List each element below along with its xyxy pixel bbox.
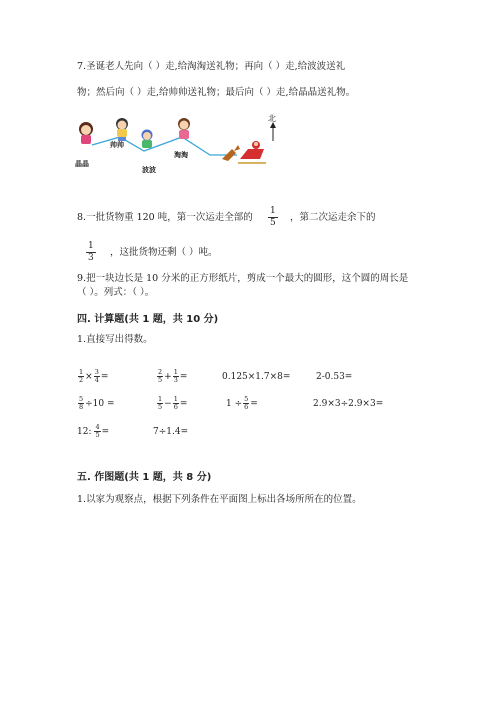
section4-q1: 1.直接写出得数。 [77,334,153,345]
q8-fraction-one-third [86,241,96,264]
fraction: $\frac{4}{5}$ [95,423,100,439]
santa-sleigh-icon [222,141,266,163]
frac-num: 1 [88,241,94,251]
section5-title: 五. 作图题(共 1 题，共 8 分) [77,472,212,483]
q9-line1: 9.把一块边长是 10 分米的正方形纸片，剪成一个最大的圆形，这个圆的周长是 [77,273,409,284]
north-arrow-icon [270,122,276,141]
calc-item-r2c2: $\frac{1}{5}$ − $\frac{1}{6}$ = [158,395,188,411]
calc-item-r3c1: 12: $\frac{4}{5}$ = [77,423,110,439]
frac-den: 3 [88,253,94,263]
q9-line2: （ ）。列式：（ ）。 [77,287,155,298]
fraction: $\frac{1}{6}$ [173,395,178,411]
kid-jingjing-icon [79,122,93,144]
kid-bobo-icon [142,130,153,149]
label-taotao: 淘淘 [174,150,188,159]
direction-figure [72,115,282,177]
label-bobo: 波波 [142,165,156,174]
calc-item-r1c2: $\frac{2}{5}$ + $\frac{1}{3}$ = [158,368,188,384]
kid-taotao-icon [178,118,190,139]
frac-den: 5 [270,218,276,228]
fraction: $\frac{5}{6}$ [244,395,249,411]
frac-num: 1 [270,206,276,216]
calc-item-r1c1: $\frac{1}{2}$ × $\frac{3}{4}$ = [79,368,109,384]
fraction: $\frac{1}{5}$ [158,395,163,411]
fraction: $\frac{2}{5}$ [158,368,163,384]
q8-text-a: 8.一批货物重 120 吨，第一次运走全部的 [77,212,253,223]
label-north: 北 [268,114,276,123]
q8-text-c: ，这批货物还剩（ ）吨。 [110,247,218,258]
calc-item-r2c4: 2.9×3÷2.9×3= [313,399,384,409]
fraction: $\frac{1}{2}$ [79,368,84,384]
calc-item-r2c3: 1 ÷ $\frac{5}{6}$ = [226,395,258,411]
calc-item-r3c2: 7÷1.4= [153,427,189,437]
calc-item-r1c3: 0.125×1.7×8= [222,372,291,382]
q7-line1: 7.圣诞老人先向（ ）走,给淘淘送礼物；再向（ ）走,给波波送礼 [77,61,346,72]
q8-text-b: ，第二次运走余下的 [290,212,376,223]
section4-title: 四. 计算题(共 1 题，共 10 分) [77,314,219,325]
label-shuaishuai: 帅帅 [110,140,124,149]
q7-line2: 物；然后向（ ）走,给帅帅送礼物；最后向（ ）走,给晶晶送礼物。 [77,87,356,98]
calc-item-r1c4: 2-0.53= [316,372,353,382]
label-jingjing: 晶晶 [75,159,89,168]
fraction: $\frac{5}{8}$ [79,395,84,411]
calc-item-r2c1: $\frac{5}{8}$ ÷10 = [79,395,115,411]
fraction: $\frac{1}{3}$ [173,368,178,384]
q8-fraction-one-fifth [268,206,278,229]
section5-q1: 1.以家为观察点，根据下列条件在平面图上标出各场所所在的位置。 [77,494,362,505]
fraction: $\frac{3}{4}$ [94,368,99,384]
